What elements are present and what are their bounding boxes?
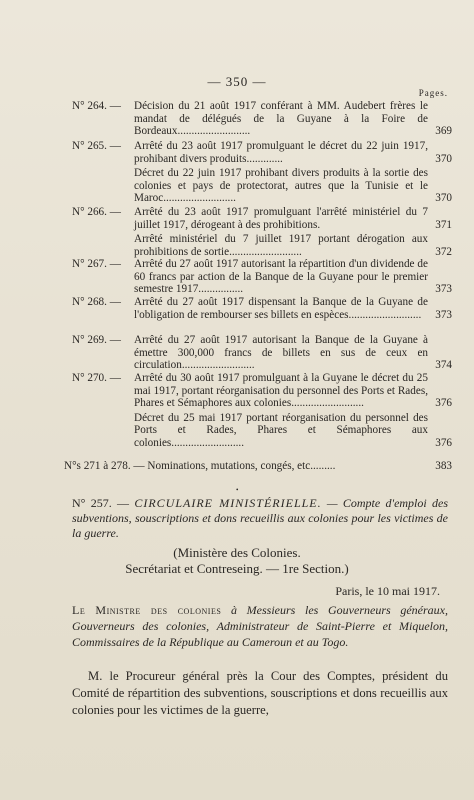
entry-page: 371 <box>435 218 452 231</box>
entry-page: 370 <box>435 192 452 205</box>
entry-page: 376 <box>435 436 452 449</box>
entry-text: N°s 271 à 278. — Nominations, mutations, congés, etc......... <box>64 460 336 472</box>
ministere-block <box>0 545 474 577</box>
entry-text: Décret du 25 mai 1917 portant réorganisation du personnel des Ports et Rades, Phares et Sémaphores aux colonies.......................... <box>134 411 428 449</box>
entry-text: Arrêté du 27 août 1917 dispensant la Banque de la Guyane de l'obligation de rembourser ses billets en espèces.......................... <box>134 296 428 321</box>
entry-number: N° 264. — <box>72 100 121 112</box>
ministere-line-1: (Ministère des Colonies. <box>173 545 301 560</box>
entry-page: 373 <box>435 283 452 296</box>
toc-entry-265 <box>72 140 452 205</box>
entry-page: 370 <box>435 152 452 165</box>
entry-page: 383 <box>435 460 452 472</box>
entry-text: Arrêté du 30 août 1917 promulguant à la Guyane le décret du 25 mai 1917, portant réorganisation du personnel des Ports et Rades, Phares et Sémaphores aux colonies.......................... <box>134 372 428 410</box>
entry-text: Arrêté du 27 août 1917 autorisant la répartition d'un dividende de 60 francs par action de la Banque de la Guyane pour le premier semestre 1917................ <box>134 258 428 296</box>
separator-mark: • <box>236 486 239 494</box>
date-line: Paris, le 10 mai 1917. <box>335 584 440 598</box>
entry-page: 374 <box>435 359 452 372</box>
toc-entry-268 <box>72 296 452 321</box>
entry-number: N° 266. — <box>72 206 121 218</box>
entry-page: 376 <box>435 397 452 410</box>
entry-page: 373 <box>435 308 452 321</box>
circulaire-subject: — Compte d'emploi des subventions, souscriptions et dons recueillis aux colonies pour les victimes de la guerre. <box>72 496 449 540</box>
entry-number: N° 267. — <box>72 258 121 270</box>
toc-entry-267 <box>72 258 452 296</box>
entry-text: Arrêté du 23 août 1917 promulguant l'arrêté ministériel du 7 juillet 1917, dérogeant à des prohibitions. <box>134 206 428 231</box>
circulaire-heading <box>72 496 448 541</box>
toc-entry-270 <box>72 372 452 450</box>
entry-text: Arrêté du 27 août 1917 autorisant la Banque de la Guyane à émettre 300,000 francs de billets en sus de ceux en circulation.......................... <box>134 334 428 372</box>
entry-text: Décret du 22 juin 1917 prohibant divers produits à la sortie des colonies et pays de protectorat, autres que la Tunisie et le Maroc.......................... <box>134 167 428 205</box>
toc-entry-264 <box>72 100 452 138</box>
entry-number: N° 265. — <box>72 140 121 152</box>
entry-page: 372 <box>435 245 452 258</box>
address-lead: Le Ministre des colonies <box>72 603 222 617</box>
entry-text: Arrêté ministériel du 7 juillet 1917 portant dérogation aux prohibitions de sortie.......................... <box>134 233 428 258</box>
toc-entry-269 <box>72 334 452 372</box>
toc-entry-266 <box>72 206 452 258</box>
circulaire-title: CIRCULAIRE MINISTÉRIELLE. <box>134 496 322 510</box>
pages-column-label: Pages. <box>418 88 448 98</box>
entry-number: N° 268. — <box>72 296 121 308</box>
page-number: — 350 — <box>207 74 267 89</box>
toc-entry-nominations <box>64 460 452 473</box>
body-paragraph: M. le Procureur général près la Cour des Comptes, président du Comité de répartition des subventions, souscriptions et dons recueillis aux colonies pour les victimes de la guerre, <box>72 669 448 717</box>
entry-number: N° 270. — <box>72 372 121 384</box>
address-block <box>72 602 448 650</box>
ministere-line-2: Secrétariat et Contreseing. — 1re Section.) <box>125 561 349 576</box>
entry-page: 369 <box>435 125 452 138</box>
circulaire-number: N° 257. — <box>72 496 130 510</box>
entry-text: Décision du 21 août 1917 conférant à MM. Audebert frères le mandat de délégués de la Guyane à la Foire de Bordeaux.......................... <box>134 100 428 138</box>
entry-text: Arrêté du 23 août 1917 promulguant le décret du 22 juin 1917, prohibant divers produits............. <box>134 140 428 165</box>
entry-number: N° 269. — <box>72 334 121 346</box>
address-text: à Messieurs les Gouverneurs généraux, Gouverneurs des colonies, Administrateur de Saint-Pierre et Miquelon, Commissaires de la République au Cameroun et au Togo. <box>72 603 449 649</box>
